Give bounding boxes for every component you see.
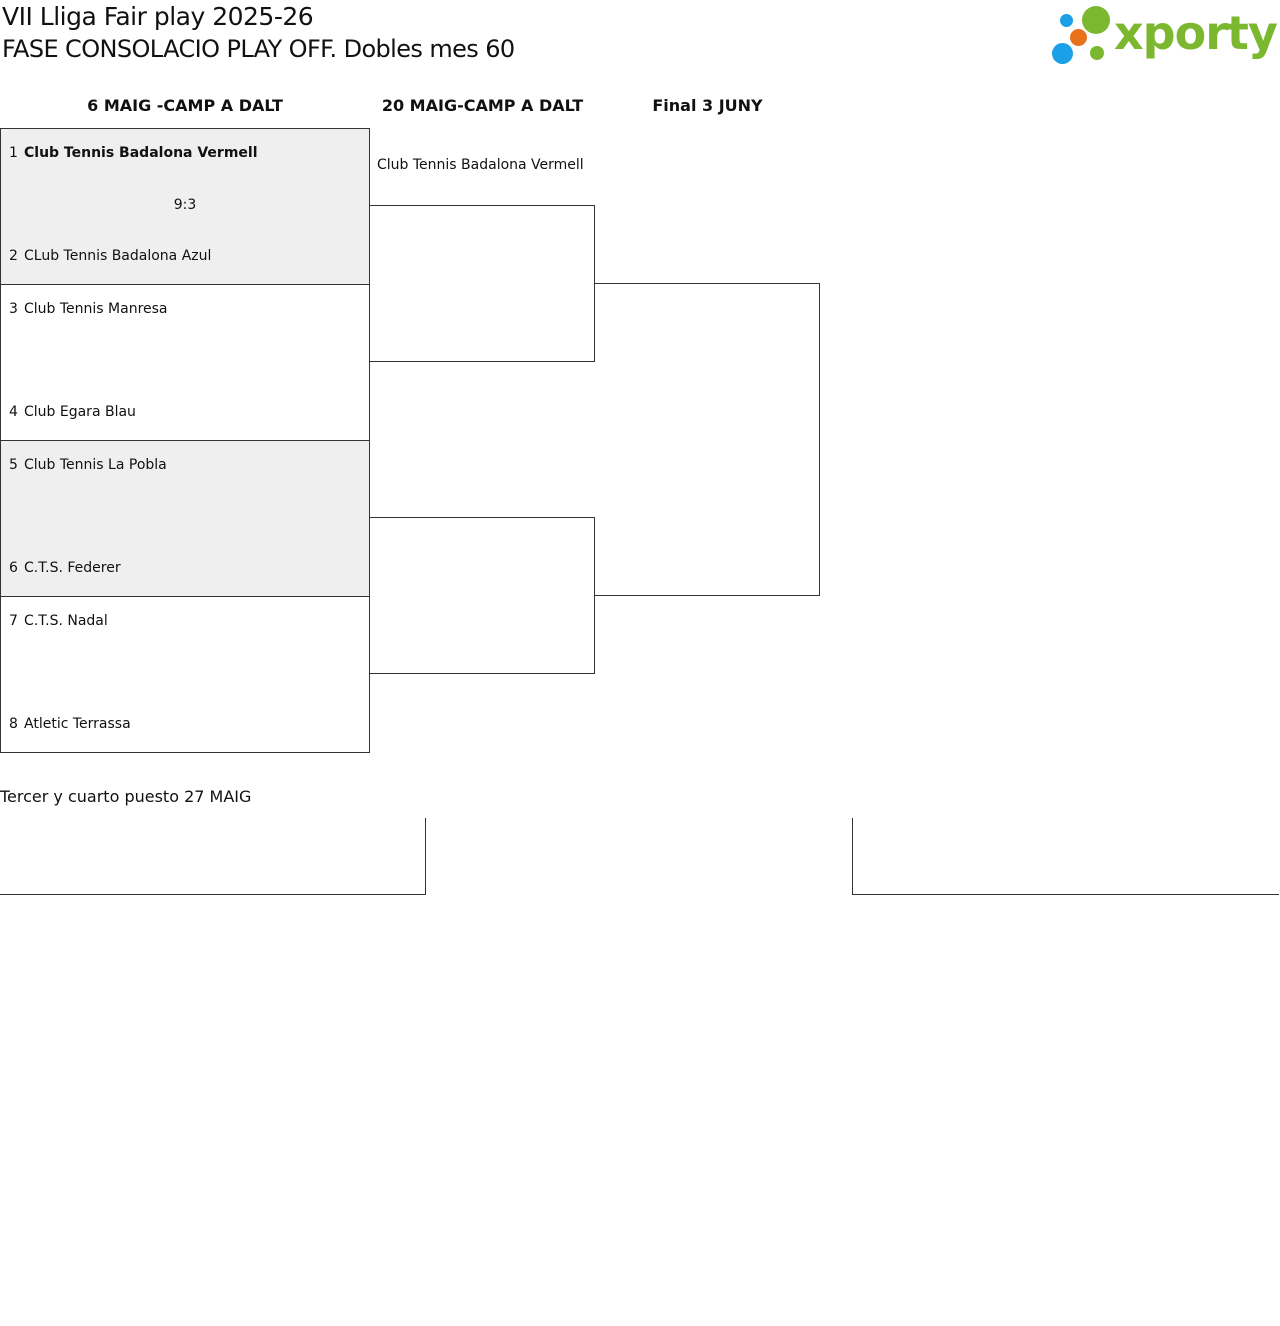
team-name: Club Egara Blau bbox=[24, 404, 136, 420]
team-name: C.T.S. Federer bbox=[24, 560, 121, 576]
match-score: 9:3 bbox=[173, 197, 197, 213]
logo-dot-green-small bbox=[1090, 46, 1104, 60]
seed: 1 bbox=[9, 145, 18, 161]
round2-bracket-1 bbox=[370, 205, 595, 362]
logo-dot-blue-large bbox=[1052, 43, 1073, 64]
xporty-logo bbox=[1050, 4, 1276, 68]
seed: 4 bbox=[9, 404, 18, 420]
third-place-slot-2[interactable] bbox=[852, 818, 1279, 895]
round2-title: 20 MAIG-CAMP A DALT bbox=[381, 96, 584, 115]
third-place-slot-1[interactable] bbox=[0, 818, 426, 895]
team-name: C.T.S. Nadal bbox=[24, 613, 108, 629]
participant-1[interactable] bbox=[9, 145, 258, 161]
participant-8[interactable] bbox=[9, 716, 131, 732]
round2-slot-1[interactable]: Club Tennis Badalona Vermell bbox=[377, 157, 584, 173]
logo-dot-orange bbox=[1070, 29, 1087, 46]
seed: 8 bbox=[9, 716, 18, 732]
seed: 3 bbox=[9, 301, 18, 317]
team-name: CLub Tennis Badalona Azul bbox=[24, 248, 212, 264]
round2-bracket-2 bbox=[370, 517, 595, 674]
final-title: Final 3 JUNY bbox=[652, 96, 763, 115]
round1-title: 6 MAIG -CAMP A DALT bbox=[87, 96, 283, 115]
logo-dot-blue-small bbox=[1060, 14, 1073, 27]
participant-5[interactable] bbox=[9, 457, 167, 473]
logo-dot-green-large bbox=[1082, 6, 1110, 34]
final-bracket bbox=[595, 283, 820, 596]
team-name: Club Tennis Manresa bbox=[24, 301, 168, 317]
page-title: VII Lliga Fair play 2025-26 bbox=[2, 2, 314, 31]
participant-7[interactable] bbox=[9, 613, 108, 629]
match-1 bbox=[0, 128, 370, 285]
seed: 6 bbox=[9, 560, 18, 576]
third-place-title: Tercer y cuarto puesto 27 MAIG bbox=[0, 787, 252, 806]
participant-4[interactable] bbox=[9, 404, 136, 420]
match-2 bbox=[0, 284, 370, 441]
match-3 bbox=[0, 440, 370, 597]
team-name: Club Tennis Badalona Vermell bbox=[24, 145, 258, 161]
participant-2[interactable] bbox=[9, 248, 211, 264]
team-name: Atletic Terrassa bbox=[24, 716, 131, 732]
seed: 2 bbox=[9, 248, 18, 264]
logo-wordmark: xporty bbox=[1114, 6, 1277, 60]
page-subtitle: FASE CONSOLACIO PLAY OFF. Dobles mes 60 bbox=[2, 35, 515, 63]
participant-6[interactable] bbox=[9, 560, 121, 576]
seed: 7 bbox=[9, 613, 18, 629]
match-4 bbox=[0, 596, 370, 753]
team-name: Club Tennis La Pobla bbox=[24, 457, 167, 473]
seed: 5 bbox=[9, 457, 18, 473]
participant-3[interactable] bbox=[9, 301, 168, 317]
